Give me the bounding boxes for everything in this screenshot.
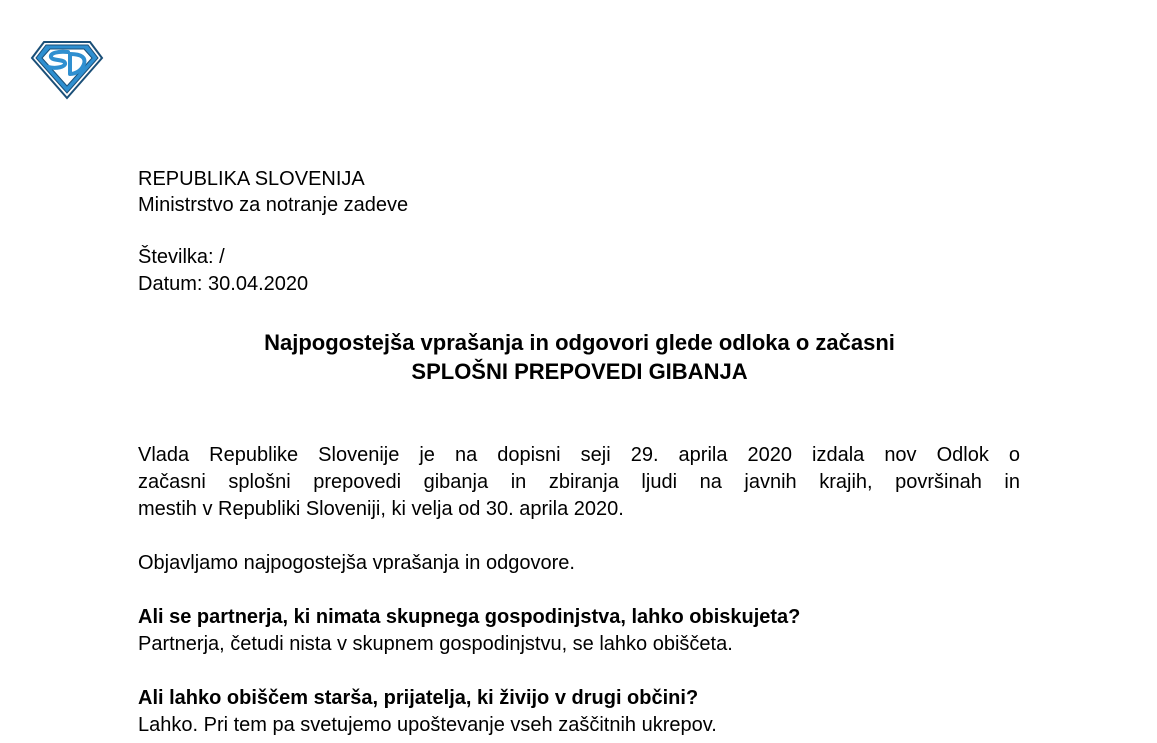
qa-item [138,685,717,739]
document-number: Številka: / [138,246,225,268]
republic-name: REPUBLIKA SLOVENIJA [138,168,365,190]
intro-line-3: mestih v Republiki Sloveniji, ki velja od 30. aprila 2020. [138,498,624,520]
ministry-name: Ministrstvo za notranje zadeve [138,194,409,216]
intro-paragraph [138,442,1020,523]
intro-line-2: začasni splošni prepovedi gibanja in zbiranja ljudi na javnih krajih, površinah in [138,471,1020,493]
qa-answer: Partnerja, četudi nista v skupnem gospodinjstvu, se lahko obiščeta. [138,633,733,655]
title-line-2: SPLOŠNI PREPOVEDI GIBANJA [411,359,748,384]
qa-question: Ali se partnerja, ki nimata skupnega gospodinjstva, lahko obiskujeta? [138,606,801,628]
letterhead [138,166,408,218]
document-date: Datum: 30.04.2020 [138,273,309,295]
document-reference [138,244,308,298]
document-title [0,328,1157,386]
qa-question: Ali lahko obiščem starša, prijatelja, ki živijo v drugi občini? [138,687,699,709]
qa-answer: Lahko. Pri tem pa svetujemo upoštevanje vseh zaščitnih ukrepov. [138,714,717,736]
logo-icon [30,40,104,100]
intro-line-1: Vlada Republike Slovenije je na dopisni seji 29. aprila 2020 izdala nov Odlok o [138,444,1020,466]
title-line-1: Najpogostejša vprašanja in odgovori glede odloka o začasni [264,330,895,355]
qa-item [138,604,800,658]
lead-sentence: Objavljamo najpogostejša vprašanja in odgovore. [138,552,575,574]
